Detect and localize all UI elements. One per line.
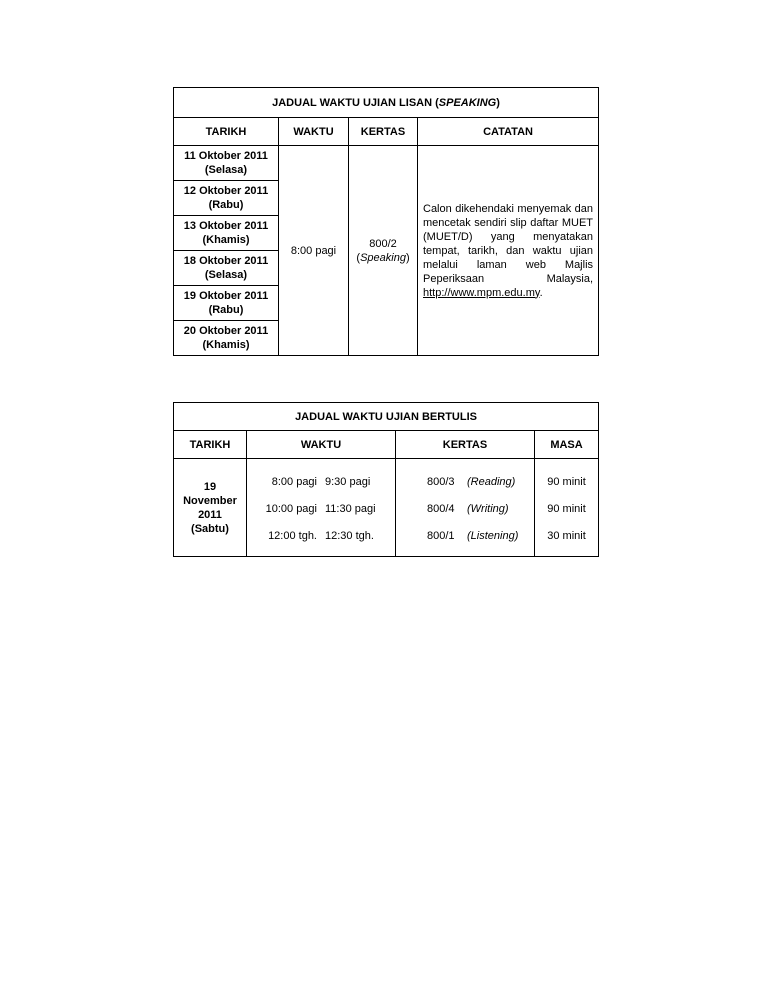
written-masa-cell — [535, 459, 599, 557]
date-cell: 11 Oktober 2011 (Selasa) — [174, 146, 279, 181]
speaking-schedule-table — [173, 87, 599, 356]
written-schedule-table — [173, 402, 599, 557]
written-waktu-cell — [247, 459, 396, 557]
session-duration: 30 minit — [547, 530, 586, 542]
date-cell: 18 Oktober 2011 (Selasa) — [174, 251, 279, 286]
session-paper: 800/4 (Writing) — [427, 503, 509, 515]
header-kertas: KERTAS — [396, 431, 535, 459]
written-kertas-cell — [396, 459, 535, 557]
date-cell: 13 Oktober 2011 (Khamis) — [174, 216, 279, 251]
speaking-table-title: JADUAL WAKTU UJIAN LISAN (SPEAKING) — [174, 88, 599, 118]
mpm-website-link[interactable]: http://www.mpm.edu.my — [423, 286, 540, 299]
written-table-title: JADUAL WAKTU UJIAN BERTULIS — [174, 403, 599, 431]
session-time: 12:00 tgh. 12:30 tgh. — [268, 530, 374, 542]
session-time: 10:00 pagi 11:30 pagi — [265, 503, 376, 515]
speaking-kertas-cell: 800/2 (Speaking) — [349, 146, 418, 356]
header-masa: MASA — [535, 431, 599, 459]
date-cell: 20 Oktober 2011 (Khamis) — [174, 321, 279, 356]
header-kertas: KERTAS — [349, 118, 418, 146]
header-waktu: WAKTU — [279, 118, 349, 146]
catatan-cell: Calon dikehendaki menyemak dan mencetak sendiri slip daftar MUET (MUET/D) yang menyatakan tempat, tarikh, dan waktu ujian melalui laman web Majlis Peperiksaan Malaysia, http://www.mpm.edu.my. — [418, 146, 599, 356]
session-paper: 800/3 (Reading) — [427, 476, 516, 488]
date-cell: 12 Oktober 2011 (Rabu) — [174, 181, 279, 216]
header-tarikh: TARIKH — [174, 118, 279, 146]
session-time: 8:00 pagi 9:30 pagi — [271, 476, 371, 488]
header-tarikh: TARIKH — [174, 431, 247, 459]
header-waktu: WAKTU — [247, 431, 396, 459]
speaking-waktu-cell: 8:00 pagi — [279, 146, 349, 356]
date-cell: 19 Oktober 2011 (Rabu) — [174, 286, 279, 321]
header-catatan: CATATAN — [418, 118, 599, 146]
session-paper: 800/1 (Listening) — [427, 530, 519, 542]
written-date-cell: 19 November 2011 (Sabtu) — [174, 459, 247, 557]
session-duration: 90 minit — [547, 503, 586, 515]
session-duration: 90 minit — [547, 476, 586, 488]
